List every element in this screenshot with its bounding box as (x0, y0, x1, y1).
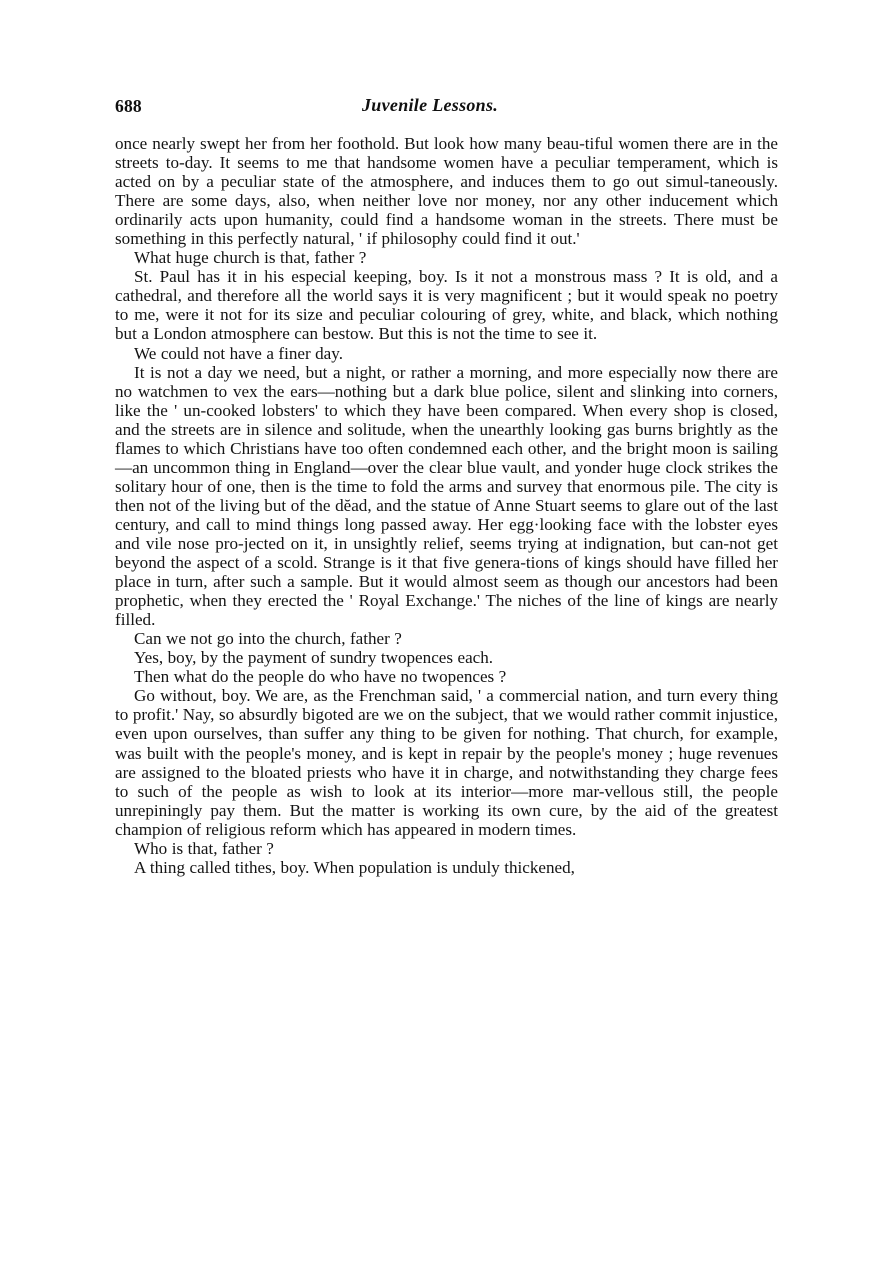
running-head (115, 96, 777, 122)
paragraph: Can we not go into the church, father ? (134, 629, 402, 649)
paragraph: We could not have a finer day. (134, 343, 343, 363)
paragraph: once nearly swept her from her foothold. But look how many beau-tiful women there are in the streets to-day. It seems to me that handsome women have a peculiar temperament, which is acted on by a peculiar state of the atmosphere, and induces them to go out simul-taneously. There are some days, also, when neither love nor money, nor any other inducement which ordinarily acts upon humanity, could find a handsome woman in the streets. There must be something in this perfectly natural, ' if philosophy could find it out.' (115, 134, 778, 249)
page-number: 688 (115, 96, 142, 116)
paragraph: Who is that, father ? (134, 838, 274, 858)
paragraph: It is not a day we need, but a night, or rather a morning, and more especially now there are no watchmen to vex the ears—nothing but a dark blue police, silent and slinking into corners, like the ' un-cooked lobsters' to which they have been compared. When every shop is closed, and the streets are in silence and solitude, when the unearthly looking gas burns brightly as the flames to which Christians have too often condemned each other, and the bright moon is sailing —an uncommon thing in England—over the clear blue vault, and yonder huge clock strikes the solitary hour of one, then is the time to fold the arms and survey that enormous pile. The city is then not of the living but of the dĕad, and the statue of Anne Stuart seems to glare out of the last century, and call to mind things long passed away. Her egg·looking face with the lobster eyes and vile nose pro-jected on it, in unsightly relief, seems trying at indignation, but can-not get beyond the aspect of a scold. Strange is it that five genera-tions of kings should have filled her place in turn, after such a sample. But it would almost seem as though our ancestors had been prophetic, when they erected the ' Royal Exchange.' The niches of the line of kings are nearly filled. (115, 362, 778, 630)
paragraph: A thing called tithes, boy. When population is unduly thickened, (134, 857, 575, 877)
paragraph: St. Paul has it in his especial keeping, boy. Is it not a monstrous mass ? It is old, and a cathedral, and therefore all the world says it is very magnificent ; but it would speak no poetry to me, were it not for its size and peculiar colouring of grey, white, and black, which nothing but a London atmosphere can bestow. But this is not the time to see it. (115, 267, 778, 344)
body-text-column (115, 134, 778, 877)
paragraph: Then what do the people do who have no twopences ? (134, 667, 507, 687)
paragraph: Yes, boy, by the payment of sundry twopences each. (134, 648, 494, 668)
paragraph: What huge church is that, father ? (134, 248, 367, 268)
running-title: Juvenile Lessons. (362, 95, 499, 115)
paragraph: Go without, boy. We are, as the Frenchman said, ' a commercial nation, and turn every thing to profit.' Nay, so absurdly bigoted are we on the subject, that we would rather commit injustice, even upon ourselves, than suffer any thing to be given for nothing. That church, for example, was built with the people's money, and is kept in repair by the people's money ; huge revenues are assigned to the bloated priests who have it in charge, and notwithstanding they charge fees to such of the people as wish to look at its interior—more mar-vellous still, the people unrepiningly pay them. But the matter is working its own cure, by the aid of the greatest champion of religious reform which has appeared in modern times. (115, 686, 778, 839)
